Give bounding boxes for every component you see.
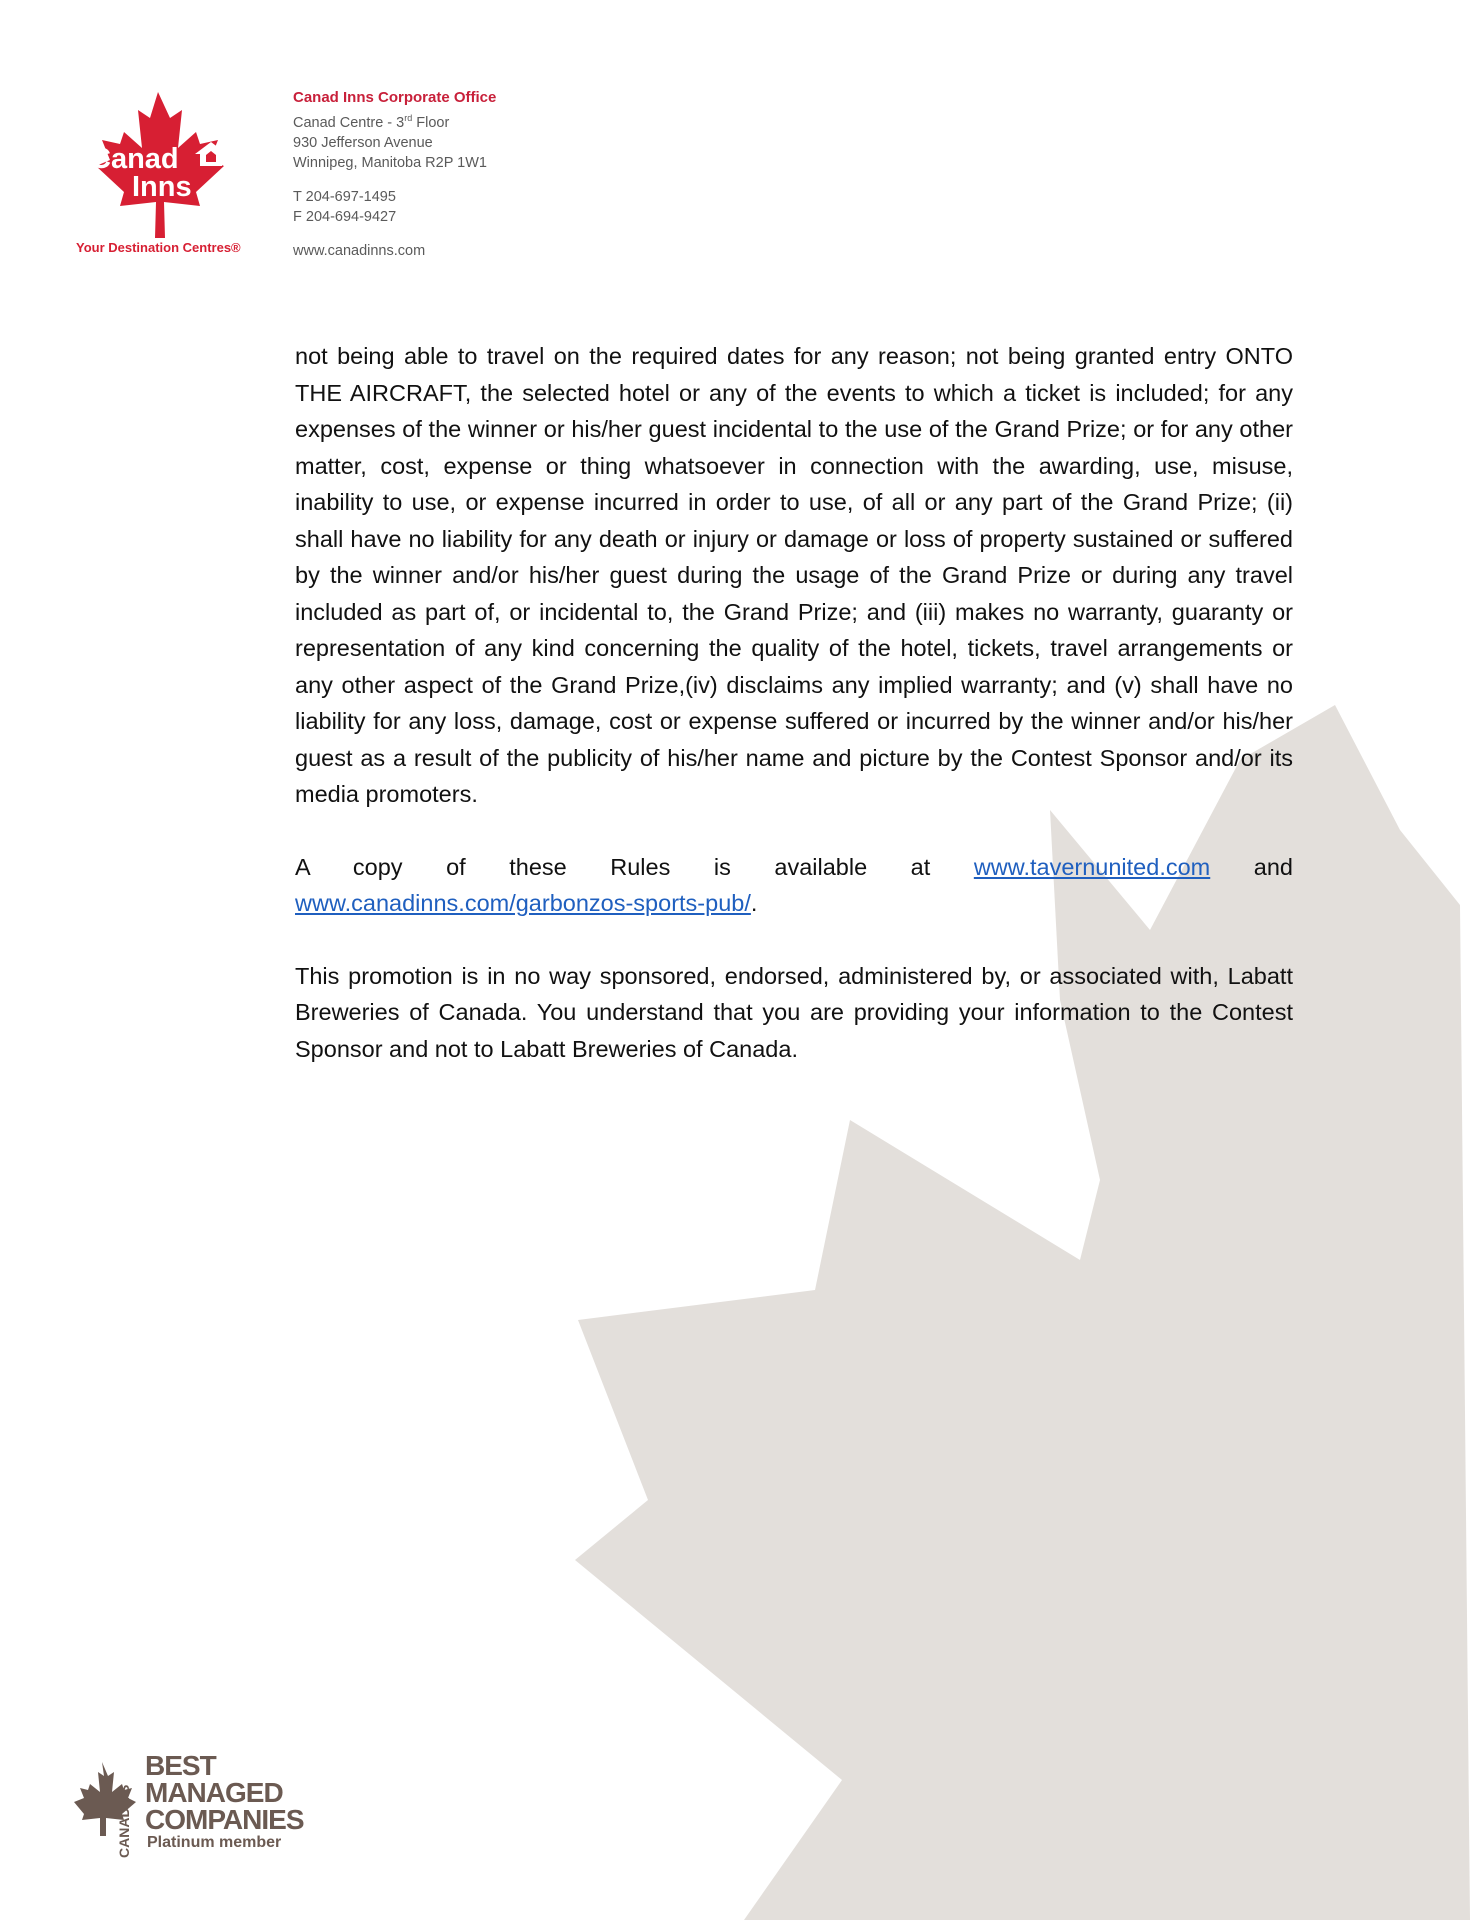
logo-text-inns: Inns <box>132 171 192 203</box>
badge-canadas: CANADA'S <box>116 1784 132 1858</box>
best-managed-badge <box>145 1752 304 1853</box>
office-website: www.canadinns.com <box>293 242 426 259</box>
canad-inns-logo <box>72 88 262 258</box>
document-body <box>295 338 1293 1103</box>
paragraph-liability: not being able to travel on the required dates for any reason; not being granted entry ONTO THE AIRCRAFT, the selected hotel or any of the events to which a ticket is included; for any expenses of the winner or his/her guest incidental to the use of the Grand Prize; or for any other matter, cost, expense or thing whatsoever in connection with the awarding, use, misuse, inability to use, or expense incurred in order to use, of all or any part of the Grand Prize; (ii) shall have no liability for any death or injury or damage or loss of property sustained or suffered by the winner and/or his/her guest during the usage of the Grand Prize or during any travel included as part of, or incidental to, the Grand Prize; and (iii) makes no warranty, guaranty or representation of any kind concerning the quality of the hotel, tickets, travel arrangements or any other aspect of the Grand Prize,(iv) disclaims any implied warranty; and (v) shall have no liability for any loss, damage, cost or expense suffered or incurred by the winner and/or his/her guest as a result of the publicity of his/her name and picture by the Contest Sponsor and/or its media promoters. <box>295 343 1293 807</box>
badge-line-companies: COMPANIES <box>145 1804 304 1835</box>
address-line-2: 930 Jefferson Avenue <box>293 134 433 151</box>
address-line-3: Winnipeg, Manitoba R2P 1W1 <box>293 154 487 171</box>
office-title: Canad Inns Corporate Office <box>293 89 497 106</box>
brand-tagline: Your Destination Centres® <box>76 240 241 255</box>
address-line-1: Canad Centre - 3rd Floor <box>293 113 450 131</box>
office-address-block <box>293 87 496 261</box>
logo-text-canad: Canad <box>90 143 179 175</box>
paragraph-disclaimer: This promotion is in no way sponsored, endorsed, administered by, or associated with, Labatt Breweries of Canada. You understand that you are providing your information to the Contest Sponsor and not to Labatt Breweries of Canada. <box>295 962 1293 1062</box>
badge-line-platinum: Platinum member <box>147 1834 282 1851</box>
badge-line-best: BEST <box>145 1750 216 1781</box>
tavernunited-link[interactable]: www.tavernunited.com <box>973 853 1211 880</box>
paragraph-rules-copy: A copy of these Rules is available at www.tavernunited.com and www.canadinns.com/garbonzos-sports-pub/. <box>295 853 1293 916</box>
badge-line-managed: MANAGED <box>145 1777 283 1808</box>
fax-number: F 204-694-9427 <box>293 208 397 225</box>
phone-number: T 204-697-1495 <box>293 188 396 205</box>
garbonzos-link[interactable]: www.canadinns.com/garbonzos-sports-pub/ <box>295 890 751 916</box>
